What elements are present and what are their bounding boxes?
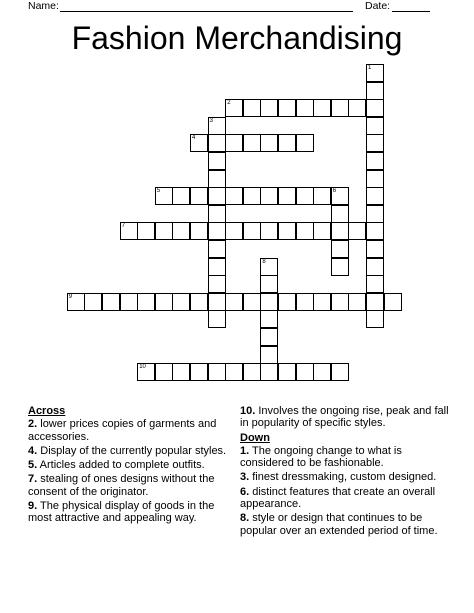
grid-cell[interactable]: [208, 134, 226, 152]
cell-number: 5: [156, 188, 161, 195]
clues-left-column: [28, 405, 233, 527]
grid-cell[interactable]: [366, 275, 384, 293]
grid-cell[interactable]: [348, 222, 366, 240]
grid-cell[interactable]: [366, 152, 384, 170]
clue-across-10: [240, 405, 450, 430]
grid-cell[interactable]: [366, 240, 384, 258]
cell-number: 3: [209, 117, 213, 124]
grid-cell[interactable]: [137, 363, 155, 381]
cell-number: 10: [139, 364, 146, 371]
cell-number: 2: [227, 100, 231, 107]
grid-cell[interactable]: [260, 363, 278, 381]
clue-text: The physical display of goods in the most attractive and appealing way.: [28, 500, 215, 525]
grid-cell[interactable]: [208, 275, 226, 293]
grid-cell[interactable]: [260, 275, 278, 293]
grid-cell[interactable]: [260, 222, 278, 240]
grid-cell[interactable]: [155, 222, 173, 240]
grid-cell[interactable]: [225, 187, 243, 205]
grid-cell[interactable]: [120, 222, 138, 240]
grid-cell[interactable]: [278, 222, 296, 240]
grid-cell[interactable]: [278, 99, 296, 117]
grid-cell[interactable]: [155, 363, 173, 381]
grid-cell[interactable]: [208, 363, 226, 381]
grid-cell[interactable]: [190, 363, 208, 381]
grid-cell[interactable]: [366, 293, 384, 311]
clue-text: distinct features that create an overall appearance.: [240, 485, 436, 511]
clue-across-7: [28, 473, 233, 498]
grid-cell[interactable]: [260, 328, 278, 346]
grid-cell[interactable]: [331, 187, 349, 205]
grid-cell[interactable]: [278, 363, 296, 381]
grid-cell[interactable]: [278, 134, 296, 152]
grid-cell[interactable]: [366, 222, 384, 240]
grid-cell[interactable]: [366, 205, 384, 223]
clues-right-column: [240, 405, 450, 539]
grid-cell[interactable]: [313, 187, 331, 205]
clue-number: 2.: [28, 418, 38, 431]
grid-cell[interactable]: [208, 117, 226, 135]
grid-cell[interactable]: [155, 293, 173, 311]
grid-cell[interactable]: [243, 134, 261, 152]
grid-cell[interactable]: [260, 310, 278, 328]
grid-cell[interactable]: [190, 293, 208, 311]
grid-cell[interactable]: [296, 293, 314, 311]
clue-number: 7.: [28, 473, 38, 486]
clue-number: 10.: [240, 405, 256, 417]
clue-text: stealing of ones designs without the consent of the originator.: [28, 473, 215, 498]
grid-cell[interactable]: [243, 293, 261, 311]
clue-text: finest dressmaking, custom designed.: [252, 471, 437, 484]
grid-cell[interactable]: [348, 293, 366, 311]
clues-section: [0, 405, 474, 605]
grid-cell[interactable]: [278, 187, 296, 205]
clue-number: 1.: [240, 444, 250, 457]
grid-cell[interactable]: [260, 134, 278, 152]
name-label: Name:: [28, 0, 59, 12]
down-heading: Down: [240, 431, 270, 444]
cell-number: 8: [262, 258, 266, 265]
grid-cell[interactable]: [208, 258, 226, 276]
grid-cell[interactable]: [260, 187, 278, 205]
grid-cell[interactable]: [331, 293, 349, 311]
grid-cell[interactable]: [366, 99, 384, 117]
grid-cell[interactable]: [331, 99, 349, 117]
clue-number: 4.: [28, 444, 38, 457]
grid-cell[interactable]: [190, 134, 208, 152]
clue-text: lower prices copies of garments and accessories.: [28, 418, 217, 443]
clue-text: style or design that continues to be popular over an extended period of time.: [240, 512, 438, 537]
clue-down-6: [240, 486, 450, 511]
grid-cell[interactable]: [102, 293, 120, 311]
grid-cell[interactable]: [190, 222, 208, 240]
grid-cell[interactable]: [296, 187, 314, 205]
clue-across-9: [28, 500, 233, 525]
grid-cell[interactable]: [331, 222, 349, 240]
cell-number: 9: [68, 293, 73, 300]
grid-cell[interactable]: [384, 293, 402, 311]
grid-cell[interactable]: [331, 240, 349, 258]
cell-number: 4: [192, 135, 196, 142]
grid-cell[interactable]: [243, 222, 261, 240]
grid-cell[interactable]: [208, 152, 226, 170]
grid-cell[interactable]: [366, 134, 384, 152]
clue-number: 3.: [240, 471, 250, 484]
grid-cell[interactable]: [243, 363, 261, 381]
grid-cell[interactable]: [137, 293, 155, 311]
grid-cell[interactable]: [208, 293, 226, 311]
grid-cell[interactable]: [172, 222, 190, 240]
clue-text: Articles added to complete outfits.: [39, 459, 205, 472]
grid-cell[interactable]: [313, 222, 331, 240]
grid-cell[interactable]: [155, 187, 173, 205]
cell-number: 7: [121, 223, 125, 230]
grid-cell[interactable]: [331, 205, 349, 223]
grid-cell[interactable]: [208, 222, 226, 240]
grid-cell[interactable]: [225, 134, 243, 152]
grid-cell[interactable]: [208, 240, 226, 258]
grid-cell[interactable]: [120, 293, 138, 311]
grid-cell[interactable]: [366, 82, 384, 100]
grid-cell[interactable]: [366, 117, 384, 135]
grid-cell[interactable]: [225, 99, 243, 117]
grid-cell[interactable]: [190, 187, 208, 205]
clue-across-4: [28, 445, 233, 457]
grid-cell[interactable]: [260, 293, 278, 311]
clue-down-3: [240, 471, 450, 483]
grid-cell[interactable]: [84, 293, 102, 311]
clue-across-2: [28, 418, 233, 443]
grid-cell[interactable]: [225, 222, 243, 240]
grid-cell[interactable]: [348, 99, 366, 117]
grid-cell[interactable]: [243, 187, 261, 205]
grid-cell[interactable]: [366, 64, 384, 82]
grid-cell[interactable]: [278, 293, 296, 311]
grid-cell[interactable]: [366, 310, 384, 328]
grid-cell[interactable]: [313, 363, 331, 381]
grid-cell[interactable]: [137, 222, 155, 240]
page-title: Fashion Merchandising: [71, 20, 403, 56]
date-label: Date:: [365, 0, 391, 12]
grid-cell[interactable]: [172, 187, 190, 205]
grid-cell[interactable]: [366, 170, 384, 188]
grid-cell[interactable]: [225, 293, 243, 311]
grid-cell[interactable]: [313, 293, 331, 311]
grid-cell[interactable]: [296, 99, 314, 117]
grid-cell[interactable]: [208, 170, 226, 188]
grid-cell[interactable]: [296, 134, 314, 152]
clue-down-1: [240, 445, 450, 470]
grid-cell[interactable]: [243, 99, 261, 117]
clue-text: The ongoing change to what is considered to be fashionable.: [240, 444, 402, 470]
grid-cell[interactable]: [225, 363, 243, 381]
grid-cell[interactable]: [366, 187, 384, 205]
grid-cell[interactable]: [366, 258, 384, 276]
grid-cell[interactable]: [172, 363, 190, 381]
across-heading: Across: [28, 405, 66, 417]
grid-cell[interactable]: [208, 310, 226, 328]
grid-cell[interactable]: [208, 205, 226, 223]
clue-down-8: [240, 512, 450, 537]
grid-cell[interactable]: [331, 258, 349, 276]
clue-number: 9.: [28, 500, 38, 513]
grid-cell[interactable]: [260, 346, 278, 364]
cell-number: 6: [332, 188, 337, 195]
clue-text: Involves the ongoing rise, peak and fall in popularity of specific styles.: [240, 405, 449, 430]
grid-cell[interactable]: [67, 293, 85, 311]
grid-cell[interactable]: [208, 187, 226, 205]
clue-number: 5.: [28, 459, 38, 472]
grid-cell[interactable]: [296, 363, 314, 381]
grid-cell[interactable]: [313, 99, 331, 117]
grid-cell[interactable]: [331, 363, 349, 381]
clue-number: 6.: [240, 485, 250, 498]
grid-cell[interactable]: [260, 258, 278, 276]
clue-number: 8.: [240, 512, 250, 525]
cell-number: 1: [368, 65, 372, 71]
clue-across-5: [28, 459, 233, 471]
clue-text: Display of the currently popular styles.: [40, 444, 227, 457]
grid-cell[interactable]: [296, 222, 314, 240]
grid-cell[interactable]: [172, 293, 190, 311]
grid-cell[interactable]: [260, 99, 278, 117]
